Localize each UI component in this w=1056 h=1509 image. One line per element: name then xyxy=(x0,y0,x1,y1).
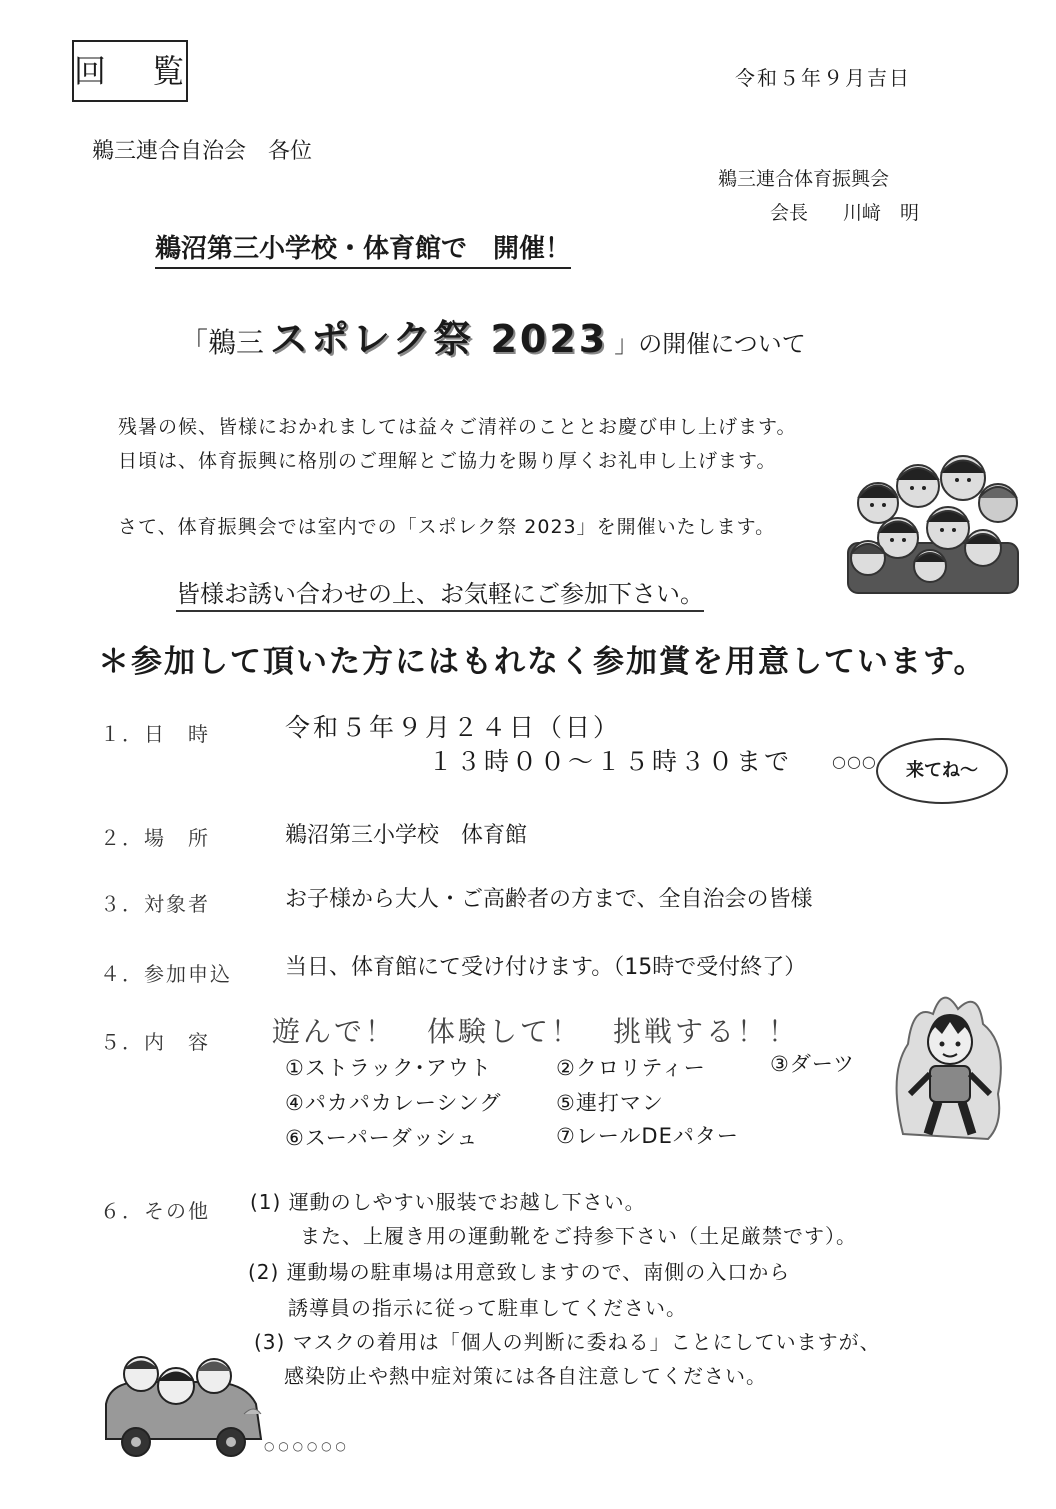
content-slogan: 遊んで！ 体験して！ 挑戦する！！ xyxy=(272,1015,800,1048)
target-label: ３．対象者 xyxy=(100,892,210,916)
activity-item: ④パカパカレーシング xyxy=(285,1091,502,1115)
recipient: 鵜三連合自治会 各位 xyxy=(92,139,313,164)
activity-item: ⑥スーパーダッシュ xyxy=(285,1126,479,1150)
apply-value: 当日、体育館にて受け付けます。（15時で受付終了） xyxy=(285,955,807,980)
title-close: 」の開催について xyxy=(614,330,806,358)
other-label: ６．その他 xyxy=(100,1199,210,1223)
content-label: ５．内 容 xyxy=(100,1030,210,1054)
activity-item: ⑤連打マン xyxy=(556,1091,664,1115)
family-car-illustration xyxy=(96,1344,386,1460)
target-value: お子様から大人・ご高齢者の方まで、全自治会の皆様 xyxy=(285,887,813,912)
greeting-line-1: 残暑の候、皆様におかれましては益々ご清祥のこととお慶び申し上げます。 xyxy=(118,416,797,438)
event-date: 令和５年９月２４日（日） xyxy=(285,713,622,742)
participation-prize-notice: ＊参加して頂いた方にはもれなく参加賞を用意しています。 xyxy=(98,644,987,680)
apply-label: ４．参加申込 xyxy=(100,962,232,986)
activity-item: ②クロリティー xyxy=(556,1056,706,1080)
activity-item: ⑦レールDEパター xyxy=(556,1124,739,1148)
activity-item: ③ダーツ xyxy=(770,1052,855,1076)
fired-up-person-illustration xyxy=(888,984,1012,1144)
note-3b: 感染防止や熱中症対策には各自注意してください。 xyxy=(284,1364,767,1388)
activity-item: ①ストラック･アウト xyxy=(285,1056,492,1080)
greeting-line-2: 日頃は、体育振興に格別のご理解とご協力を賜り厚くお礼申し上げます。 xyxy=(118,450,777,472)
page-title xyxy=(180,308,806,363)
datetime-label: １．日 時 xyxy=(100,722,210,746)
sender-name: 会長 川﨑 明 xyxy=(770,202,920,224)
venue-banner: 鵜沼第三小学校・体育館で 開催！ xyxy=(155,228,571,269)
note-2a: (2) 運動場の駐車場は用意致しますので、南側の入口から xyxy=(248,1260,791,1284)
place-value: 鵜沼第三小学校 体育館 xyxy=(285,823,528,848)
invitation-line: 皆様お誘い合わせの上、お気軽にご参加下さい。 xyxy=(176,574,704,612)
come-bubble: 来てね～ xyxy=(876,738,1008,804)
cheering-crowd-illustration xyxy=(838,448,1026,596)
title-open: 「鵜三 xyxy=(180,326,265,359)
circulation-stamp: 回 覧 xyxy=(72,40,188,102)
note-1a: (1) 運動のしやすい服装でお越し下さい。 xyxy=(250,1190,646,1214)
note-3a: (3) マスクの着用は「個人の判断に委ねる」ことにしていますが、 xyxy=(254,1330,881,1354)
thought-bubble-dots: ○○○ xyxy=(832,752,877,771)
title-event: スポレク祭 2023 xyxy=(270,317,609,361)
event-time: １３時００～１５時３０まで xyxy=(428,747,793,776)
greeting-line-3: さて、体育振興会では室内での「スポレク祭 2023」を開催いたします。 xyxy=(118,516,776,538)
sender-organization: 鵜三連合体育振興会 xyxy=(718,168,890,190)
place-label: ２．場 所 xyxy=(100,826,210,850)
note-2b: 誘導員の指示に従って駐車してください。 xyxy=(288,1296,687,1320)
note-1b: また、上履き用の運動靴をご持参下さい（土足厳禁です）。 xyxy=(300,1224,857,1248)
svg-text:○ ○ ○ ○ ○ ○: ○ ○ ○ ○ ○ ○ xyxy=(264,1439,346,1453)
issue-date: 令和５年９月吉日 xyxy=(735,66,911,90)
